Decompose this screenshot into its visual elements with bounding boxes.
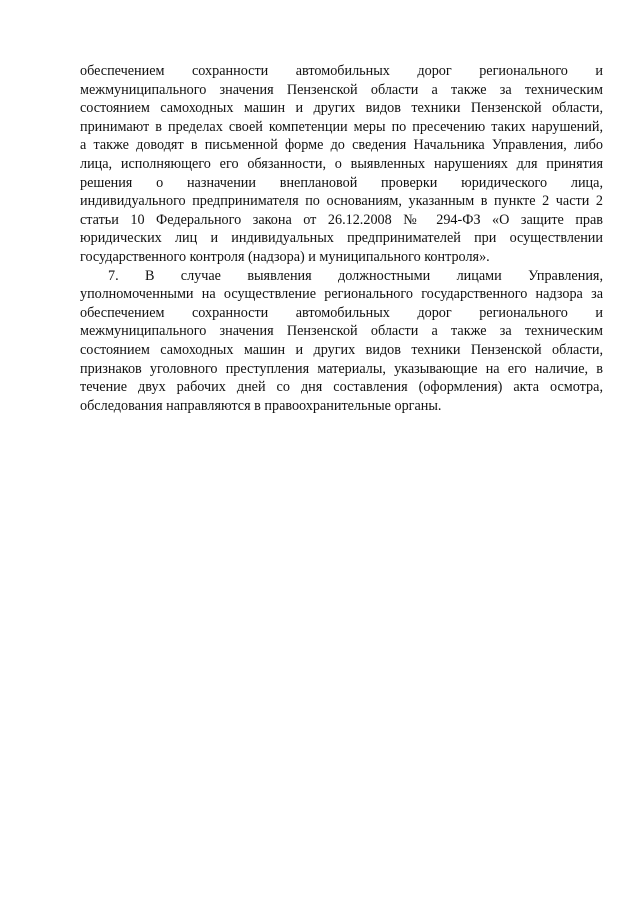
- text-line: течение двух рабочих дней со дня составления (оформления) акта осмотра,: [80, 379, 603, 396]
- text-line: индивидуального предпринимателя по основаниям, указанным в пункте 2 части 2: [80, 193, 603, 210]
- text-line: уполномоченными на осуществление регионального государственного надзора за: [80, 286, 603, 303]
- text-line: а также доводят в письменной форме до сведения Начальника Управления, либо: [80, 137, 603, 154]
- text-line: межмуниципального значения Пензенской области а также за техническим: [80, 81, 603, 98]
- text-line: обеспечением сохранности автомобильных дорог регионального и: [80, 304, 603, 321]
- paragraph-continuation: [80, 62, 603, 267]
- text-line: признаков уголовного преступления материалы, указывающие на его наличие, в: [80, 360, 603, 377]
- text-line: межмуниципального значения Пензенской области а также за техническим: [80, 323, 603, 340]
- text-line: лица, исполняющего его обязанности, о выявленных нарушениях для принятия: [80, 155, 603, 172]
- text-line: государственного контроля (надзора) и муниципального контроля».: [80, 248, 490, 265]
- text-line: решения о назначении внеплановой проверки юридического лица,: [80, 174, 603, 191]
- text-line: обследования направляются в правоохранительные органы.: [80, 397, 442, 414]
- text-line: состоянием самоходных машин и других видов техники Пензенской области,: [80, 100, 603, 117]
- text-line: статьи 10 Федерального закона от 26.12.2008 № 294-ФЗ «О защите прав: [80, 211, 603, 228]
- paragraph-item-7: [80, 267, 603, 416]
- document-body: [80, 62, 603, 415]
- text-line: юридических лиц и индивидуальных предпринимателей при осуществлении: [80, 230, 603, 247]
- text-line: принимают в пределах своей компетенции меры по пресечению таких нарушений,: [80, 118, 603, 135]
- text-line: 7. В случае выявления должностными лицами Управления,: [108, 267, 603, 284]
- text-line: состоянием самоходных машин и других видов техники Пензенской области,: [80, 341, 603, 358]
- text-line: обеспечением сохранности автомобильных дорог регионального и: [80, 63, 603, 79]
